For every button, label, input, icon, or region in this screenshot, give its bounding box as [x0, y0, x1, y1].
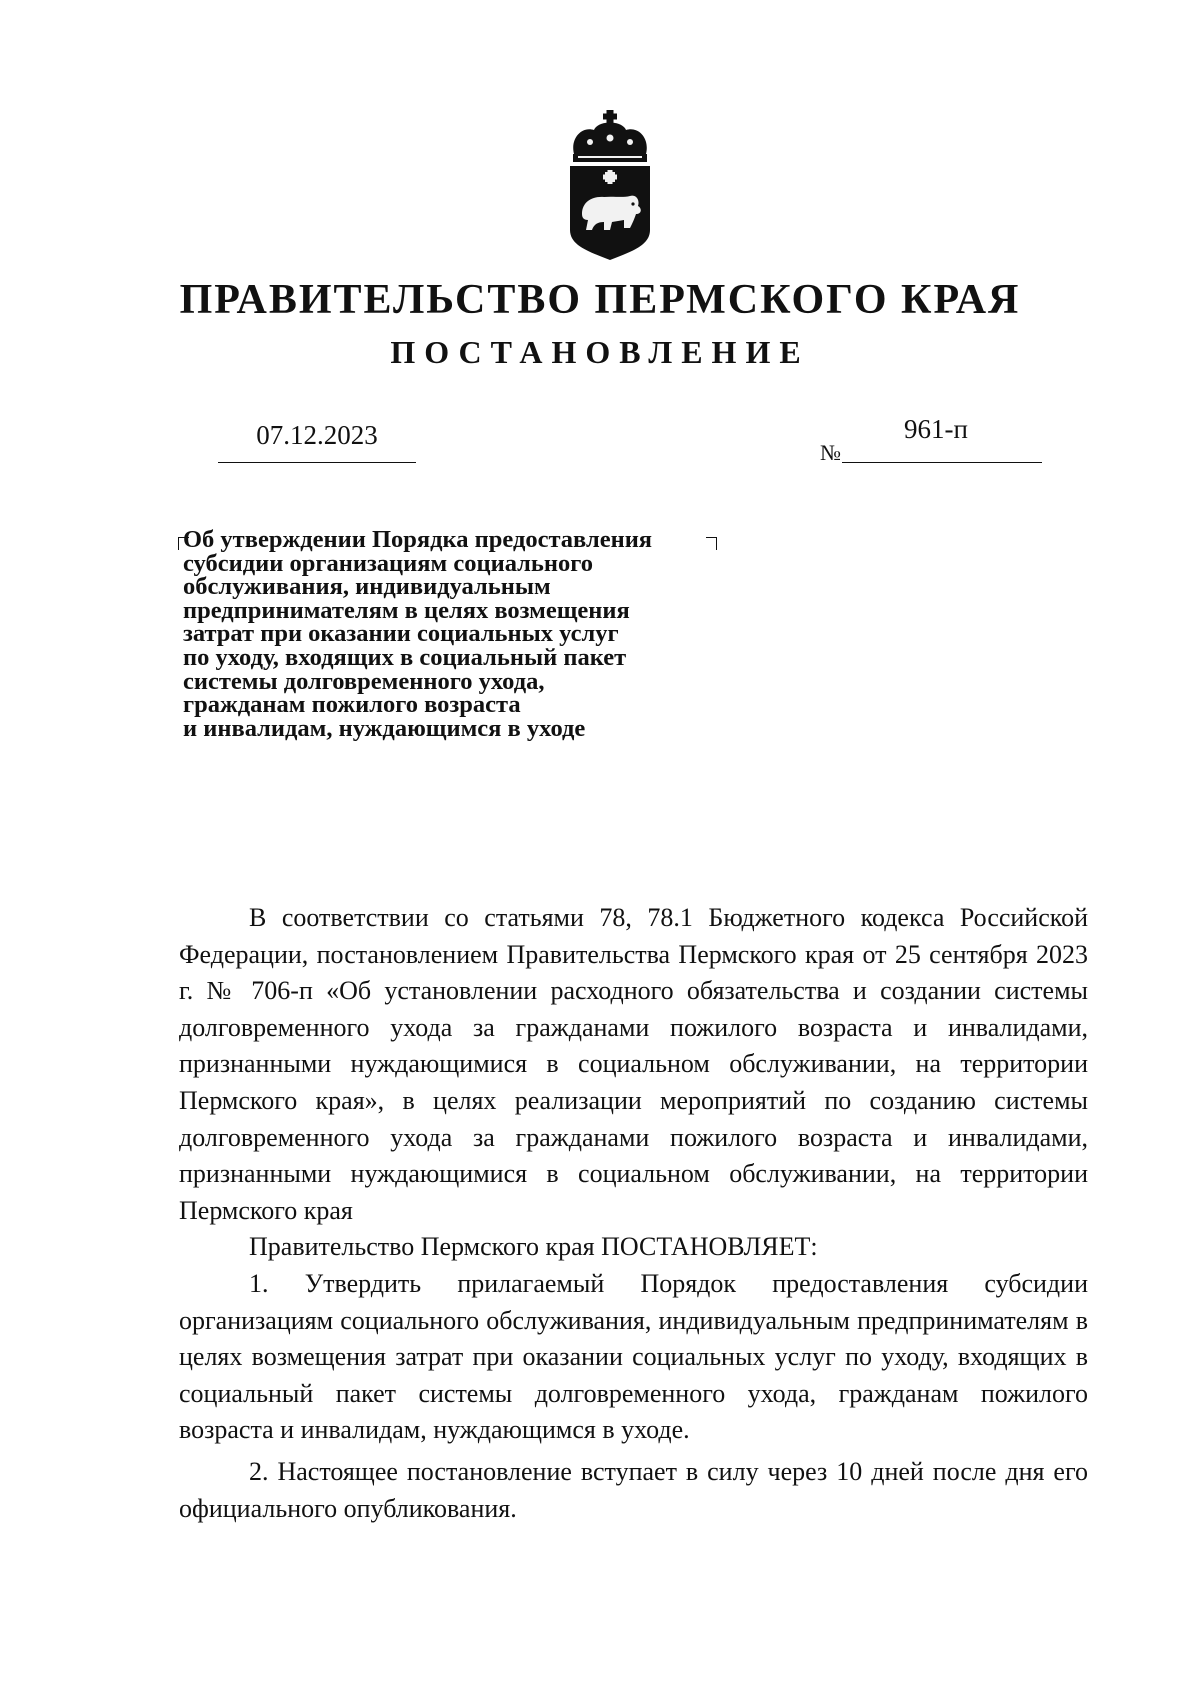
- subject-line: гражданам пожилого возраста: [183, 691, 521, 719]
- subject-line: обслуживания, индивидуальным: [183, 573, 551, 601]
- subject-line: предпринимателям в целях возмещения: [183, 596, 630, 624]
- document-number: 961-п: [904, 414, 968, 444]
- perm-krai-coat-of-arms-icon: [560, 110, 660, 260]
- number-sign: №: [820, 440, 841, 465]
- document-body: [179, 900, 1088, 1527]
- item-2-paragraph: 2. Настоящее постановление вступает в силу через 10 дней после дня его официального опубликования.: [179, 1456, 1088, 1523]
- item-1-paragraph: 1. Утвердить прилагаемый Порядок предоставления субсидии организациям социального обслуживания, индивидуальным предпринимателям в целях возмещения затрат при оказании социальных услуг по уходу, входящих в социальный пакет системы долговременного ухода, гражданам пожилого возраста и инвалидам, нуждающимся в уходе.: [179, 1268, 1088, 1445]
- resolution-statement: Правительство Пермского края ПОСТАНОВЛЯЕТ:: [249, 1232, 818, 1262]
- document-date: 07.12.2023: [256, 420, 378, 450]
- preamble-paragraph: В соответствии со статьями 78, 78.1 Бюджетного кодекса Российской Федерации, постановлением Правительства Пермского края от 25 сентября 2023 г. № 706-п «Об установлении расходного обязательства и создании системы долговременного ухода за гражданами пожилого возраста и инвалидами, признанными нуждающимися в социальном обслуживании, на территории Пермского края», в целях реализации мероприятий по созданию системы долговременного ухода за гражданами пожилого возраста и инвалидами, признанными нуждающимися в социальном обслуживании, на территории Пермского края: [179, 903, 1088, 1225]
- subject-line: по уходу, входящих в социальный пакет: [183, 643, 627, 671]
- subject-line: затрат при оказании социальных услуг: [183, 620, 619, 648]
- organization-title: ПРАВИТЕЛЬСТВО ПЕРМСКОГО КРАЯ: [179, 277, 1021, 323]
- subject-line: и инвалидам, нуждающимся в уходе: [183, 714, 586, 742]
- document-subject: [183, 528, 743, 740]
- subject-line: субсидии организациям социального: [183, 549, 594, 577]
- document-type: ПОСТАНОВЛЕНИЕ: [390, 334, 810, 370]
- number-field: [842, 414, 1042, 463]
- subject-line: системы долговременного ухода,: [183, 667, 545, 695]
- subject-line: Об утверждении Порядка предоставления: [183, 526, 653, 553]
- date-field: [218, 418, 416, 463]
